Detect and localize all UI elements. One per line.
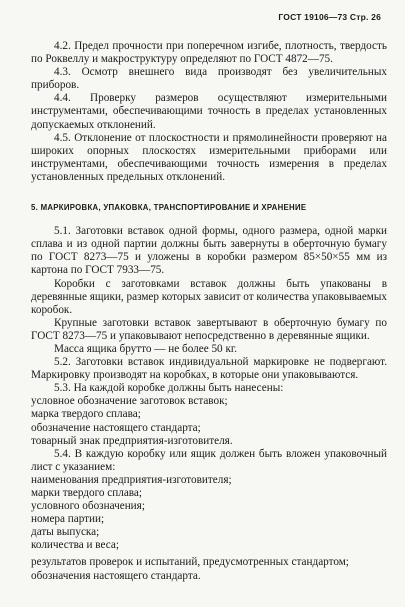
paragraph-4-4: 4.4. Проверку размеров осуществляют измерительными инструментами, обеспечивающими точность в пределах установленных допускаемых отклонений. (31, 92, 387, 131)
list-item: условного обозначения; (31, 500, 145, 513)
list-item: обозначения настоящего стандарта. (31, 569, 201, 582)
list-item: наименования предприятия-изготовителя; (31, 473, 232, 486)
paragraph-4-2: 4.2. Предел прочности при поперечном изгибе, плотность, твердость по Роквеллу и макроструктуру определяют по ГОСТ 4872—75. (31, 40, 387, 66)
paragraph-5-1: 5.1. Заготовки вставок одной формы, одного размера, одной марки сплава и из одной партии должны быть завернуты в оберточную бумагу по ГОСТ 8273—75 и уложены в коробки размером 85×50×55 мм из картона по ГОСТ 7933—75. (31, 225, 387, 277)
list-item: марка твердого сплава; (31, 408, 141, 421)
paragraph-5-1-boxes: Коробки с заготовками вставок должны быть упакованы в деревянные ящики, размер которых зависит от количества упаковываемых коробок. (31, 277, 387, 316)
list-item: обозначение настоящего стандарта; (31, 421, 201, 434)
page-header: ГОСТ 19106—73 Стр. 26 (278, 12, 381, 22)
paragraph-5-1-mass: Масса ящика брутто — не более 50 кг. (54, 342, 237, 355)
paragraph-4-5: 4.5. Отклонение от плоскостности и прямолинейности проверяют на широких опорных плоскостях измерительными приборами или инструментами, обеспечивающими точность измерения в пределах установленных предельных отклонений. (31, 131, 387, 183)
paragraph-5-2: 5.2. Заготовки вставок индивидуальной маркировке не подвергают. Маркировку производят на коробках, в которые они упаковываются. (31, 356, 387, 382)
document-body (31, 40, 387, 583)
list-item: количества и веса; (31, 539, 119, 552)
list-item: номера партии; (31, 513, 105, 526)
paragraph-5-3: 5.3. На каждой коробке должны быть нанесены: (54, 382, 284, 395)
section-5-heading: 5. МАРКИРОВКА, УПАКОВКА, ТРАНСПОРТИРОВАНИЕ И ХРАНЕНИЕ (31, 203, 307, 213)
paragraph-5-4: 5.4. В каждую коробку или ящик должен быть вложен упаковочный лист с указанием: (31, 447, 387, 473)
list-item: условное обозначение заготовок вставок; (31, 395, 228, 408)
list-item: товарный знак предприятия-изготовителя. (31, 434, 233, 447)
list-item: даты выпуска; (31, 526, 100, 539)
paragraph-4-3: 4.3. Осмотр внешнего вида производят без увеличительных приборов. (31, 66, 387, 92)
list-item: марки твердого сплава; (31, 487, 142, 499)
paragraph-5-1-large: Крупные заготовки вставок завертывают в оберточную бумагу по ГОСТ 8273—75 и упаковывают непосредственно в деревянные ящики. (31, 316, 387, 342)
list-item: результатов проверок и испытаний, предусмотренных стандартом; (31, 556, 349, 569)
